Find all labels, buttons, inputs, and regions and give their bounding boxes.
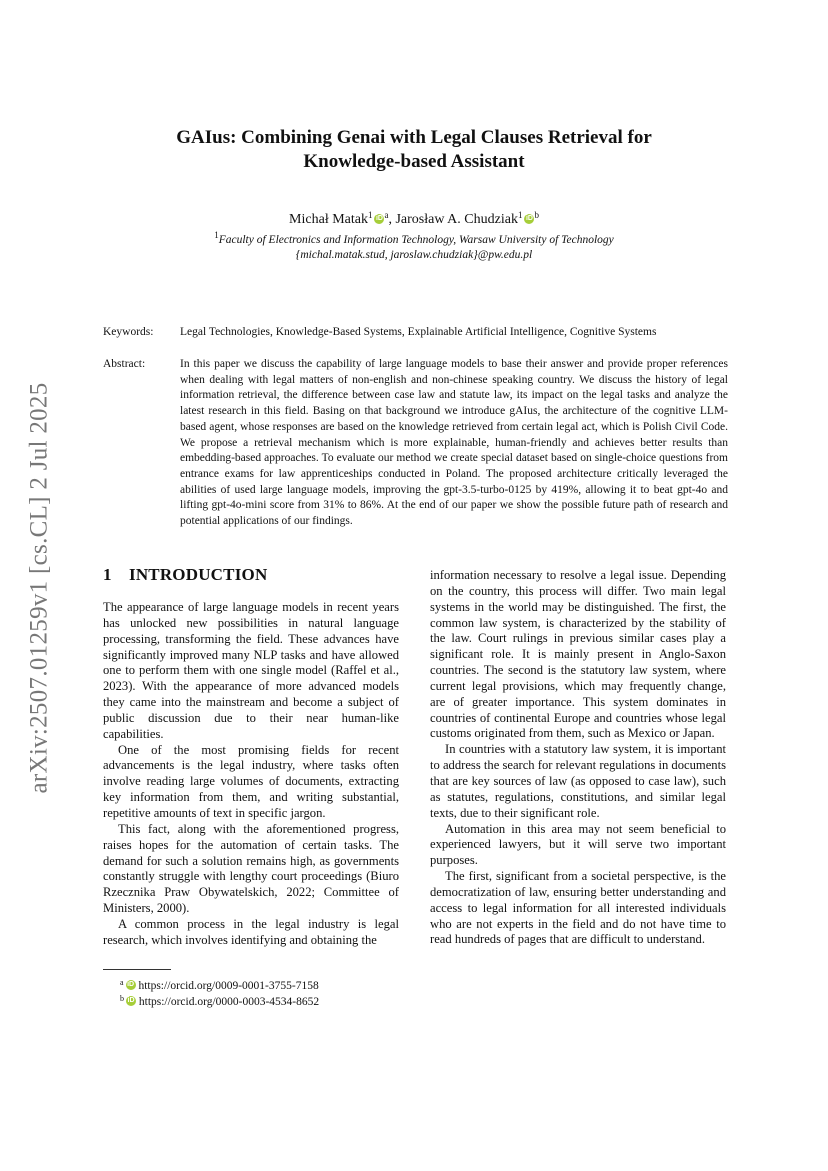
- footnote-mark: a: [120, 978, 124, 987]
- keywords-text: Legal Technologies, Knowledge-Based Systems, Explainable Artificial Intelligence, Cognitive Systems: [180, 326, 657, 338]
- author-1-affil: 1: [367, 210, 373, 220]
- paragraph: The appearance of large language models in recent years has unlocked new possibilities in natural language processing, transforming the field. These advances have significantly improved many NLP tasks and have allowed one to perform them with one single model (Raffel et al., 2023). With the appearance of more advanced models they came into the mainstream and become a subject of public discussion due to their near human-like capabilities.: [103, 600, 399, 741]
- footnote-mark: b: [120, 994, 124, 1003]
- author-2-affil: 1: [517, 210, 523, 220]
- footnote-orcid-b: [120, 992, 319, 1009]
- paragraph: A common process in the legal industry is legal research, which involves identifying and obtaining the: [103, 916, 399, 947]
- paper-title: [100, 126, 728, 174]
- author-2-mark: b: [534, 210, 539, 220]
- orcid-icon: iD: [127, 997, 135, 1004]
- affiliation: [100, 228, 728, 263]
- author-name-1: Michał Matak: [289, 212, 368, 227]
- footnote-divider: [103, 969, 171, 970]
- orcid-icon: iD: [127, 981, 135, 988]
- right-column: [430, 568, 726, 948]
- paragraph: Automation in this area may not seem beneficial to experienced lawyers, but it will serve two important purposes.: [430, 821, 726, 868]
- keywords-row: [103, 324, 728, 340]
- paragraph: One of the most promising fields for recent advancements is the legal industry, where tasks often involve reading large volumes of documents, extracting key information from them, and writing substantial, repetitive amounts of text in specific jargon.: [103, 742, 399, 820]
- author-name-2: Jarosław A. Chudziak: [395, 212, 518, 227]
- arxiv-identifier: arXiv:2507.01259v1 [cs.CL] 2 Jul 2025: [26, 382, 54, 794]
- abstract-label: Abstract:: [103, 358, 146, 370]
- keywords-label: Keywords:: [103, 326, 154, 338]
- affiliation-number: 1: [214, 230, 219, 240]
- paragraph: In countries with a statutory law system, it is important to address the search for relevant regulations in documents that are key sources of law (as opposed to case law), such as statutes, regulations, constitutions, and similar legal texts, due to their significant role.: [430, 742, 726, 820]
- orcid-icon[interactable]: iD: [375, 215, 383, 222]
- left-column: [103, 600, 399, 949]
- paragraph: The first, significant from a societal perspective, is the democratization of law, ensuring better understanding and access to legal information for all interested individuals who are not experts in the field and do not have time to read hundreds of pages that are difficult to understand.: [430, 869, 726, 947]
- title-line-2: Knowledge-based Assistant: [303, 151, 525, 172]
- author-list: [100, 206, 728, 229]
- footnote-orcid-a: [120, 976, 319, 993]
- author-separator: ,: [388, 212, 396, 227]
- author-1-mark: a: [384, 210, 389, 220]
- paragraph: information necessary to resolve a legal issue. Depending on the country, this process will differ. Two main legal systems in the world may be distinguished. The first, the common law system, is characterized by the stability of the law. Court rulings in previous similar cases play a significant role. It is mainly present in Anglo-Saxon countries. The second is the statutory law system, where current legal provisions, which may frequently change, are of greater importance. This system dominates in countries of continental Europe and countries whose legal customs originated from them, such as Mexico or Japan.: [430, 568, 726, 741]
- title-line-1: GAIus: Combining Genai with Legal Clauses Retrieval for: [176, 127, 652, 148]
- orcid-icon[interactable]: iD: [525, 215, 533, 222]
- abstract-text: In this paper we discuss the capability of large language models to base their answer and provide proper references when dealing with legal matters of non-english and non-chinese speaking country. We discuss the history of legal information retrieval, the difference between case law and statute law, its impact on the legal tasks and analyze the latest research in this field. Basing on that background we introduce gAIus, the architecture of the cognitive LLM-based agent, whose responses are based on the knowledge retrieved from certain legal act, which is Polish Civil Code. We propose a retrieval mechanism which is more explainable, human-friendly and achieves better results than embedding-based approaches. To evaluate our method we create special dataset based on single-choice questions from entrance exams for law apprenticeships conducted in Poland. The proposed architecture critically leveraged the abilities of used large language models, improving the gpt-3.5-turbo-0125 by 419%, allowing it to beat gpt-4o and lifting gpt-4o-mini score from 31% to 86%. At the end of our paper we show the possible future path of research and potential applications of our findings.: [180, 358, 728, 528]
- section-heading: [103, 565, 267, 585]
- section-title: INTRODUCTION: [129, 565, 268, 584]
- affiliation-institution: Faculty of Electronics and Information Technology, Warsaw University of Technology: [218, 234, 614, 246]
- section-number: 1: [103, 565, 112, 584]
- paragraph: This fact, along with the aforementioned progress, raises hopes for the automation of certain tasks. The demand for such a solution remains high, as governments constantly struggle with lengthy court proceedings (Biuro Rzecznika Praw Obywatelskich, 2022; Committee of Ministers, 2000).: [103, 821, 399, 916]
- abstract-row: [103, 357, 728, 530]
- orcid-link[interactable]: https://orcid.org/0009-0001-3755-7158: [138, 980, 319, 992]
- orcid-link[interactable]: https://orcid.org/0000-0003-4534-8652: [138, 996, 320, 1008]
- arxiv-side-stamp: [14, 358, 66, 818]
- affiliation-emails: {michal.matak.stud, jaroslaw.chudziak}@pw.edu.pl: [295, 249, 533, 261]
